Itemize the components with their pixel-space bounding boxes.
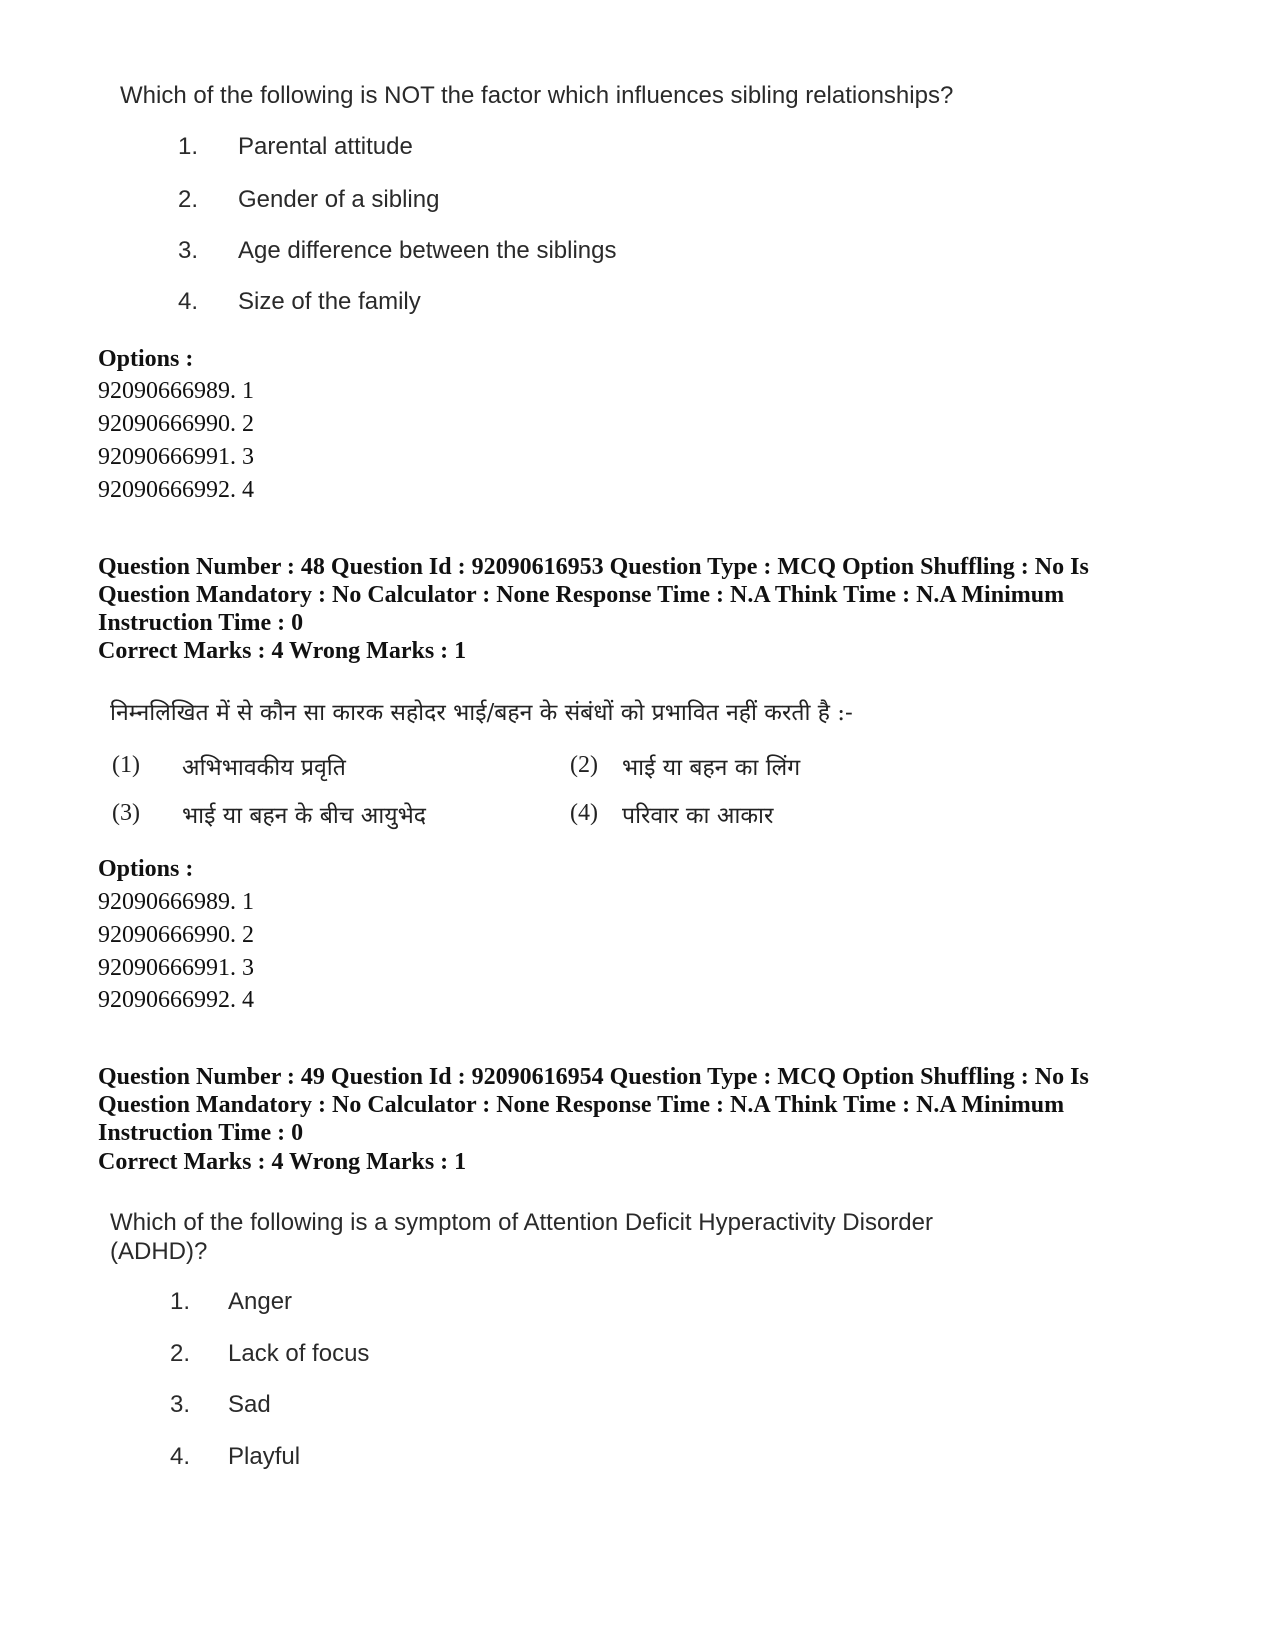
q48-item-number: (4) bbox=[570, 800, 598, 826]
q48-item-number: (1) bbox=[112, 752, 140, 778]
q47-item-number: 2. bbox=[178, 186, 199, 213]
q48-item-number: (3) bbox=[112, 800, 140, 826]
q48-item-number: (2) bbox=[570, 752, 598, 778]
q49-item-text: Anger bbox=[228, 1288, 293, 1315]
q48-option: 92090666992. 4 bbox=[98, 987, 254, 1013]
q49-marks: Correct Marks : 4 Wrong Marks : 1 bbox=[98, 1149, 467, 1175]
q48-marks: Correct Marks : 4 Wrong Marks : 1 bbox=[98, 638, 467, 664]
q47-item-text: Parental attitude bbox=[238, 133, 413, 160]
q47-option: 92090666991. 3 bbox=[98, 444, 254, 470]
q49-item-text: Lack of focus bbox=[228, 1340, 370, 1367]
q47-options-label: Options : bbox=[98, 346, 194, 372]
q47-option: 92090666990. 2 bbox=[98, 411, 254, 437]
q49-item-number: 3. bbox=[170, 1391, 191, 1418]
q49-question-line2: (ADHD)? bbox=[110, 1238, 208, 1265]
q49-item-number: 1. bbox=[170, 1288, 191, 1315]
q47-item-text: Size of the family bbox=[238, 288, 421, 315]
q49-item-number: 2. bbox=[170, 1340, 191, 1367]
q48-item-text: परिवार का आकार bbox=[622, 803, 774, 829]
q48-item-text: भाई या बहन का लिंग bbox=[622, 755, 801, 781]
q48-item-text: भाई या बहन के बीच आयुभेद bbox=[182, 803, 426, 829]
q47-item-number: 1. bbox=[178, 133, 199, 160]
q48-option: 92090666990. 2 bbox=[98, 922, 254, 948]
q47-option: 92090666989. 1 bbox=[98, 378, 254, 404]
q48-item-text: अभिभावकीय प्रवृति bbox=[182, 755, 346, 781]
q47-option: 92090666992. 4 bbox=[98, 477, 254, 503]
q48-meta: Question Number : 48 Question Id : 92090616953 Question Type : MCQ Option Shuffling : No Is Question Mandatory : No Calculator : None Response Time : N.A Think Time : N.A Minimum Instruction Time : 0 bbox=[98, 554, 1089, 636]
q48-option: 92090666989. 1 bbox=[98, 889, 254, 915]
q48-question-hindi: निम्नलिखित में से कौन सा कारक सहोदर भाई/बहन के संबंधों को प्रभावित नहीं करती है :- bbox=[110, 700, 853, 726]
q49-meta: Question Number : 49 Question Id : 92090616954 Question Type : MCQ Option Shuffling : No Is Question Mandatory : No Calculator : None Response Time : N.A Think Time : N.A Minimum Instruction Time : 0 bbox=[98, 1064, 1089, 1146]
q48-option: 92090666991. 3 bbox=[98, 955, 254, 981]
q47-item-text: Age difference between the siblings bbox=[238, 237, 617, 264]
q47-item-number: 3. bbox=[178, 237, 199, 264]
q49-item-text: Playful bbox=[228, 1443, 301, 1470]
q47-item-text: Gender of a sibling bbox=[238, 186, 440, 213]
q49-question-line1: Which of the following is a symptom of Attention Deficit Hyperactivity Disorder bbox=[110, 1209, 933, 1236]
q49-item-number: 4. bbox=[170, 1443, 191, 1470]
q49-item-text: Sad bbox=[228, 1391, 271, 1418]
q47-item-number: 4. bbox=[178, 288, 199, 315]
q48-options-label: Options : bbox=[98, 856, 194, 882]
q47-question-text: Which of the following is NOT the factor which influences sibling relationships? bbox=[120, 82, 954, 109]
